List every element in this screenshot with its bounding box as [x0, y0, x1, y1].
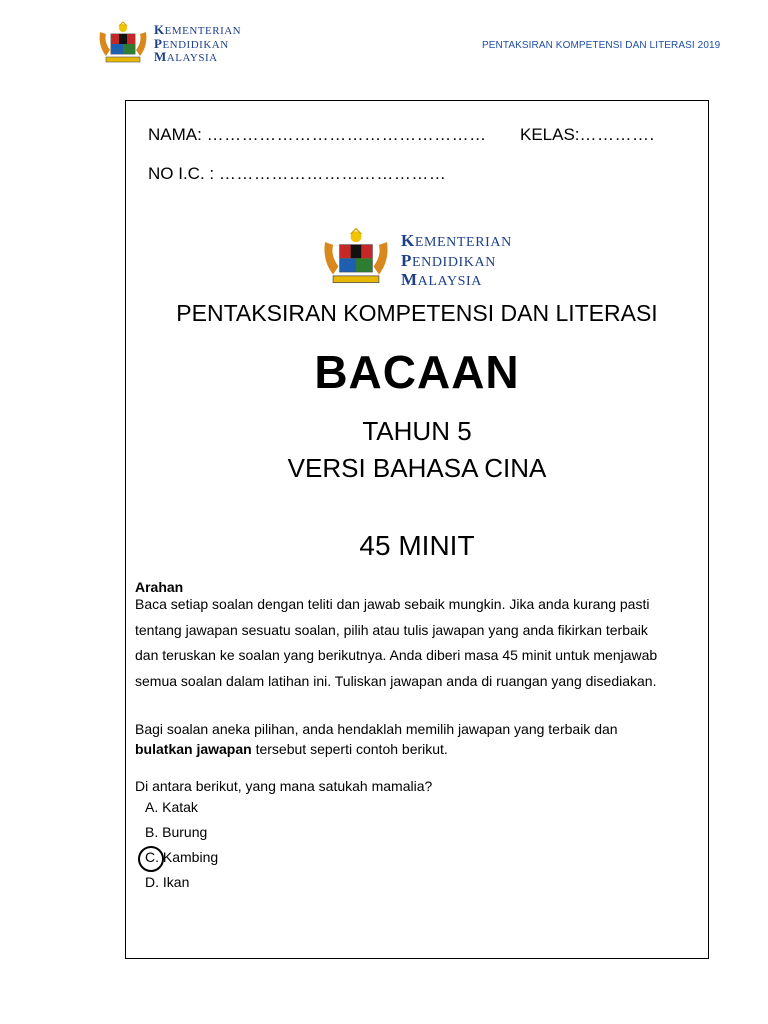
option-b[interactable]: B. Burung [145, 824, 208, 840]
option-d[interactable]: D. Ikan [145, 874, 190, 890]
logo-line: M [401, 270, 418, 289]
instruction-line: semua soalan dalam latihan ini. Tuliskan jawapan anda di ruangan yang disediakan. [135, 672, 657, 689]
logo-line: M [154, 49, 167, 64]
subject-title: BACAAN [314, 346, 520, 398]
mcq-line-2 [135, 740, 705, 760]
option-a[interactable]: A. Katak [145, 799, 198, 815]
ministry-logo [96, 20, 246, 66]
class-field[interactable]: …………. [579, 125, 655, 144]
name-label: NAMA: [148, 125, 207, 144]
class-field-row [520, 125, 655, 145]
instruction-line: tentang jawapan sesuatu soalan, pilih atau tulis jawapan yang anda fikirkan terbaik [135, 621, 648, 638]
instruction-line: Baca setiap soalan dengan teliti dan jawab sebaik mungkin. Jika anda kurang pasti [135, 596, 650, 612]
logo-line-rest: ALAYSIA [166, 52, 218, 64]
mcq-rest-text: tersebut seperti contoh berikut. [251, 740, 448, 757]
assessment-subtitle: PENTAKSIRAN KOMPETENSI DAN LITERASI [176, 300, 658, 326]
logo-line: P [154, 35, 163, 51]
logo-line: K [401, 231, 415, 250]
version-label: VERSI BAHASA CINA [287, 453, 547, 483]
logo-line-rest: EMENTERIAN [164, 25, 242, 37]
logo-line-rest: ENDIDIKAN [162, 38, 229, 51]
duration-label: 45 MINIT [359, 530, 475, 561]
cover-ministry-logo [317, 226, 523, 288]
name-field[interactable]: ………………………………………… [206, 125, 487, 144]
option-c[interactable]: C. Kambing [145, 849, 219, 865]
logo-line: K [154, 22, 165, 37]
logo-line-rest: ALAYSIA [417, 274, 483, 289]
class-label: KELAS: [520, 125, 580, 144]
ic-field[interactable]: ………………………………… [218, 164, 447, 183]
logo-line-rest: ENDIDIKAN [411, 254, 496, 270]
mcq-bold-text: bulatkan jawapan [135, 740, 252, 757]
mcq-line: Bagi soalan aneka pilihan, anda hendaklah memilih jawapan yang terbaik dan [135, 721, 618, 737]
instructions-body [135, 592, 705, 694]
logo-line: P [401, 250, 412, 270]
year-label: TAHUN 5 [362, 416, 472, 446]
name-field-row [148, 125, 487, 145]
ic-label: NO I.C. : [148, 164, 219, 183]
mcq-instructions [135, 720, 705, 759]
instruction-line: dan teruskan ke soalan yang berikutnya. Anda diberi masa 45 minit untuk menjawab [135, 647, 658, 663]
cover-logo-text [401, 232, 512, 291]
malaysia-coat-of-arms-icon [317, 226, 395, 288]
example-question: Di antara berikut, yang mana satukah mamalia? [135, 778, 433, 794]
header-title: PENTAKSIRAN KOMPETENSI DAN LITERASI 2019 [482, 40, 721, 51]
malaysia-coat-of-arms-icon [96, 20, 150, 66]
ic-field-row [148, 164, 446, 184]
header-logo-text [154, 24, 241, 65]
logo-line-rest: EMENTERIAN [414, 235, 512, 250]
answer-circle-mark [138, 846, 164, 872]
instructions-heading: Arahan [135, 579, 184, 595]
